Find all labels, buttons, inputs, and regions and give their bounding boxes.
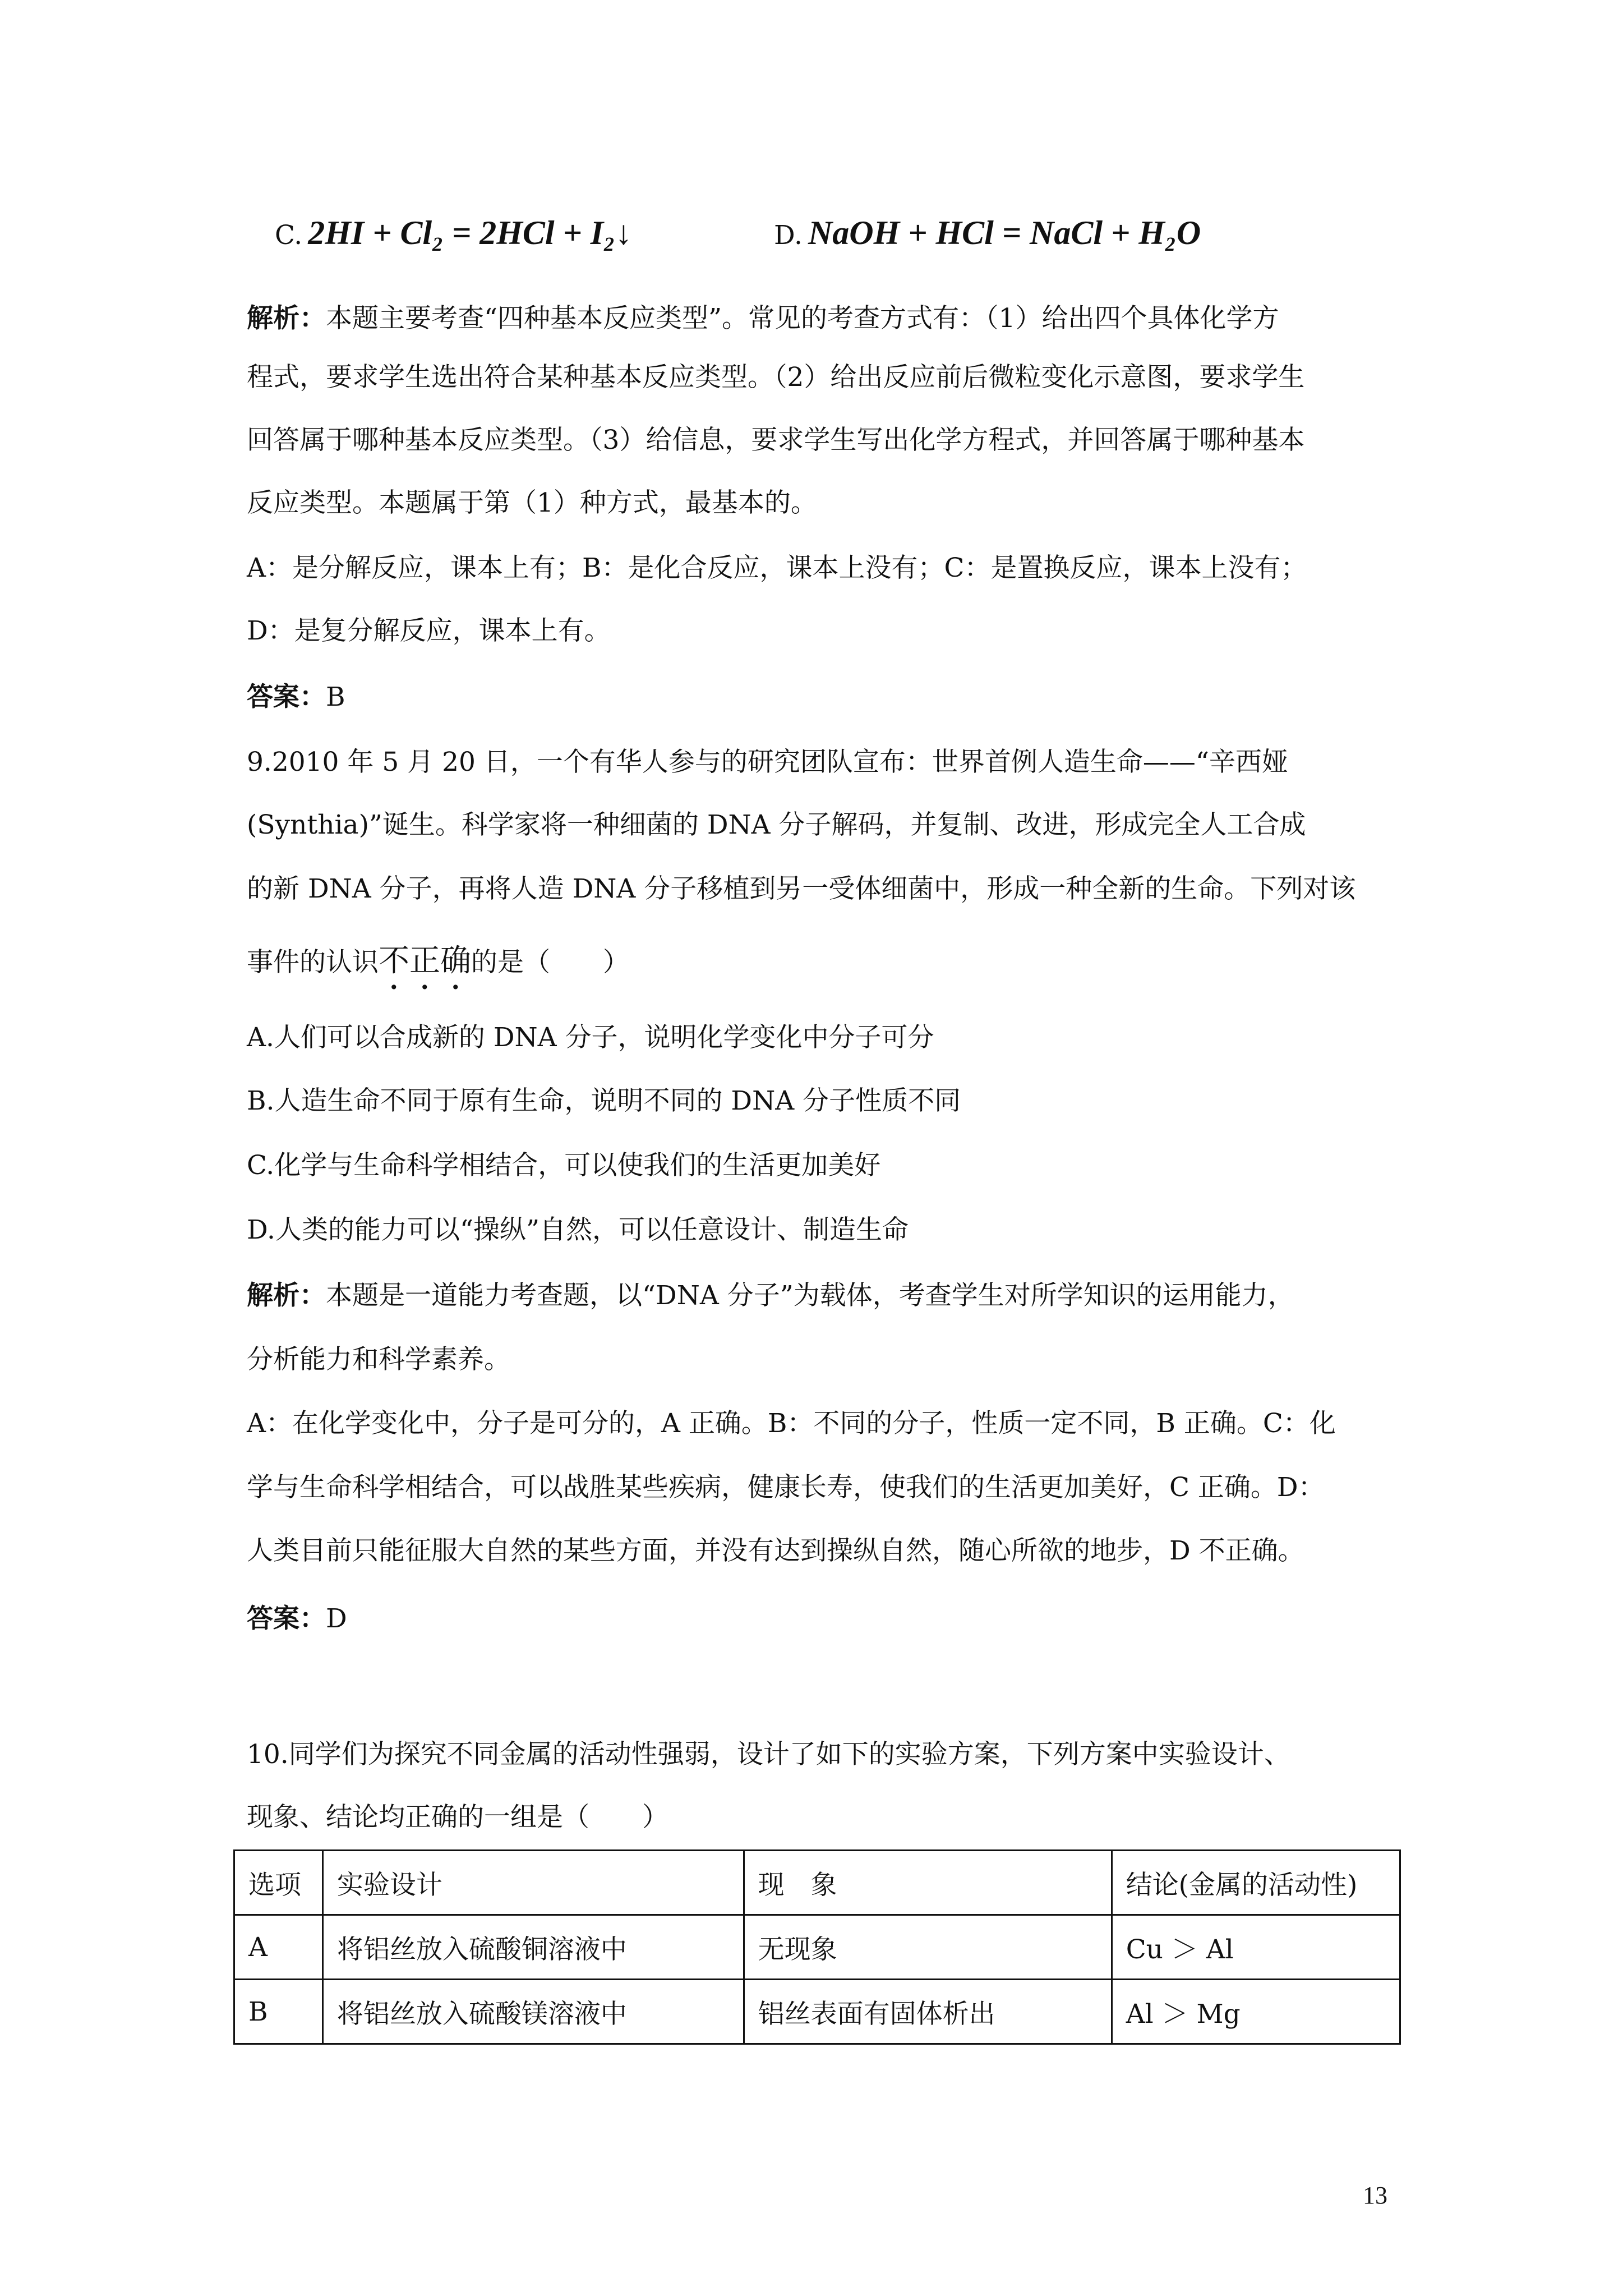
- option-d-math: NaOH + HCl = NaCl + H₂O: [808, 214, 1201, 251]
- q8-analysis-label: 解析：: [247, 303, 326, 334]
- table-cell: 无现象: [744, 1915, 1112, 1980]
- table-header-cell: 结论(金属的活动性): [1112, 1851, 1400, 1915]
- q8-answer: 答案：B: [247, 682, 345, 712]
- q8-detail-line: D：是复分解反应，课本上有。: [247, 615, 611, 646]
- q9-stem-line: 9.2010 年 5 月 20 日，一个有华人参与的研究团队宣布：世界首例人造生命——“辛西娅: [247, 747, 1288, 777]
- table-cell: 铝丝表面有固体析出: [744, 1980, 1112, 2044]
- option-c-equation: [275, 213, 632, 255]
- q9-analysis-label: 解析：: [247, 1280, 326, 1311]
- q9-detail-line: 人类目前只能征服大自然的某些方面，并没有达到操纵自然，随心所欲的地步，D 不正确。: [247, 1535, 1304, 1566]
- table-cell: Cu ＞ Al: [1112, 1915, 1400, 1980]
- q8-analysis-line: 回答属于哪种基本反应类型。（3）给信息，要求学生写出化学方程式，并回答属于哪种基本: [247, 425, 1305, 455]
- q8-analysis-line: 程式，要求学生选出符合某种基本反应类型。（2）给出反应前后微粒变化示意图，要求学生: [247, 362, 1305, 393]
- option-d-equation: [774, 213, 1201, 255]
- q8-analysis-line: 反应类型。本题属于第（1）种方式，最基本的。: [247, 487, 817, 518]
- table-cell: 将铝丝放入硫酸镁溶液中: [322, 1980, 744, 2044]
- table-row: [234, 1980, 1400, 2044]
- table-header-cell: 现 象: [744, 1851, 1112, 1915]
- table-cell: 将铝丝放入硫酸铜溶液中: [322, 1915, 744, 1980]
- q9-stem-line: (Synthia)”诞生。科学家将一种细菌的 DNA 分子解码，并复制、改进，形成完全人工合成: [247, 809, 1306, 840]
- table-header-cell: 实验设计: [322, 1851, 744, 1915]
- table-row: [234, 1915, 1400, 1980]
- q8-detail-line: A：是分解反应，课本上有；B：是化合反应，课本上没有；C：是置换反应，课本上没有；: [247, 553, 1307, 583]
- option-d-label: D.: [774, 220, 803, 251]
- q9-analysis-line: 分析能力和科学素养。: [247, 1344, 510, 1375]
- q9-stem-line: 的新 DNA 分子，再将人造 DNA 分子移植到另一受体细菌中，形成一种全新的生命。下列对该: [247, 873, 1356, 904]
- q9-stem-line: 事件的认识不正确的是（ ）: [247, 942, 630, 978]
- q10-stem-line: 现象、结论均正确的一组是（ ）: [247, 1802, 668, 1833]
- q9-detail-line: 学与生命科学相结合，可以战胜某些疾病，健康长寿，使我们的生活更加美好，C 正确。D：: [247, 1472, 1325, 1503]
- q10-stem-line: 10.同学们为探究不同金属的活动性强弱，设计了如下的实验方案，下列方案中实验设计、: [247, 1739, 1290, 1770]
- emphasis-not-correct: 不正确: [379, 942, 472, 978]
- table-cell: Al ＞ Mg: [1112, 1980, 1400, 2044]
- q9-option-d: D.人类的能力可以“操纵”自然，可以任意设计、制造生命: [247, 1214, 909, 1245]
- option-c-label: C.: [275, 220, 303, 251]
- table-cell: B: [234, 1980, 323, 2044]
- q9-option-a: A.人们可以合成新的 DNA 分子，说明化学变化中分子可分: [247, 1022, 934, 1053]
- option-c-math: 2HI + Cl₂ = 2HCl + I₂↓: [308, 214, 633, 251]
- q9-option-c: C.化学与生命科学相结合，可以使我们的生活更加美好: [247, 1150, 881, 1181]
- q9-detail-line: A：在化学变化中，分子是可分的，A 正确。B：不同的分子，性质一定不同，B 正确。C：化: [247, 1408, 1336, 1439]
- table-header-cell: 选项: [234, 1851, 323, 1915]
- q8-analysis-line: 解析：本题主要考查“四种基本反应类型”。常见的考查方式有：（1）给出四个具体化学方: [247, 303, 1279, 334]
- page-number: 13: [1363, 2182, 1387, 2209]
- q9-option-b: B.人造生命不同于原有生命，说明不同的 DNA 分子性质不同: [247, 1085, 961, 1116]
- experiment-table: [233, 1849, 1401, 2045]
- q9-answer: 答案：D: [247, 1603, 347, 1634]
- q9-analysis-line: 解析：本题是一道能力考查题，以“DNA 分子”为载体，考查学生对所学知识的运用能力，: [247, 1280, 1294, 1311]
- table-cell: A: [234, 1915, 323, 1980]
- table-header-row: [234, 1851, 1400, 1915]
